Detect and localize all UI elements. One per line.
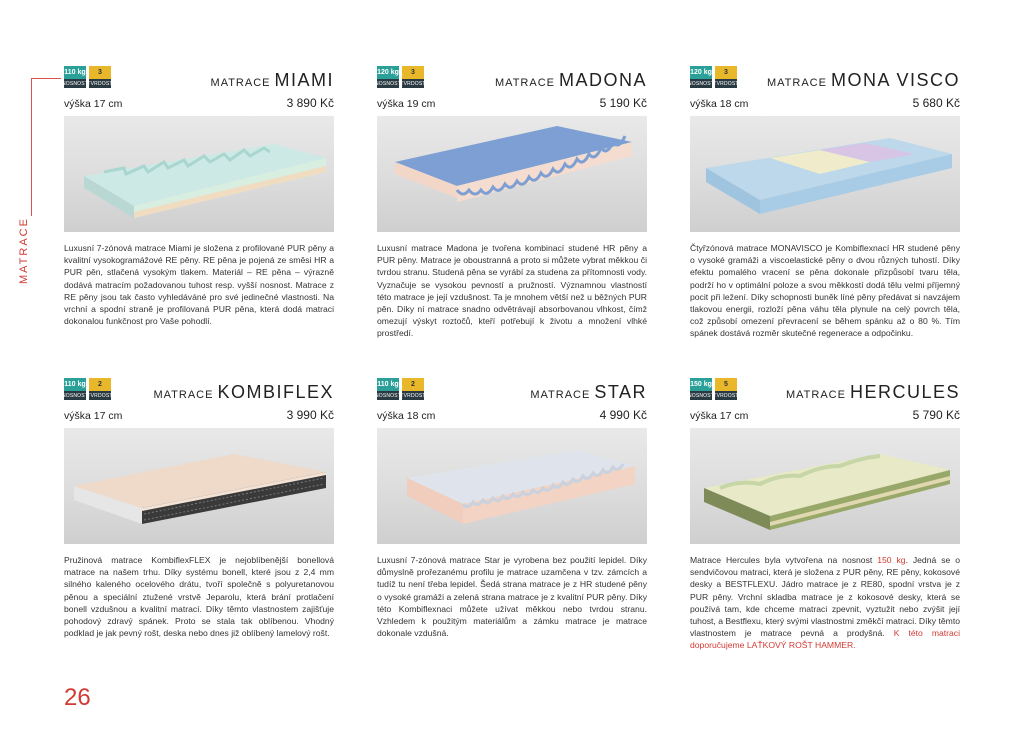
- product-height: výška 18 cm: [690, 98, 749, 110]
- product-price: 5 190 Kč: [599, 96, 647, 110]
- product-badges: [687, 66, 739, 88]
- load-badge: 110 kg NOSNOST: [377, 378, 399, 400]
- product-description: Luxusní 7-zónová matrace Miami je složena z profilované PUR pěny a kvalitní vysokogramážové RE pěny. RE pěna je pojená ze směsi HR a PUR pěn, stlačená vysokým tlakem. Materiál – RE pěna – výrazně dodává matracím požadovanou tuhost resp. vyšší nosnost. Matrace z RE pěny jsou tak často vyhledáváné pro své jedinečné vlastnosti. Na vrchní a spodní straně je profilovaná PUR pěna, která dodá matraci dokonalou funkčnost pro Vaše pohodlí.: [64, 243, 334, 327]
- section-rule-tick: [31, 78, 61, 79]
- product-height: výška 17 cm: [64, 98, 123, 110]
- product-price: 4 990 Kč: [599, 408, 647, 422]
- product-title: MATRACE KOMBIFLEX: [153, 382, 334, 402]
- product-height: výška 17 cm: [690, 410, 749, 422]
- product-height: výška 17 cm: [64, 410, 123, 422]
- hardness-badge: 2 TVRDOST: [89, 378, 111, 400]
- hardness-badge: 3 TVRDOST: [715, 66, 737, 88]
- mattress-photo: [690, 428, 960, 544]
- product-price: 3 890 Kč: [286, 96, 334, 110]
- product-card-madona: [374, 66, 647, 356]
- product-description: Luxusní matrace Madona je tvořena kombinací studené HR pěny a PUR pěny. Matrace je oboustranná a proto si můžete vybrat měkkou či tvrdou stranu. Studená pěna se vyrábí za studena za přítomnosti vody. Vyznačuje se vysokou pevností a pružností. Významnou vlastností této matrace je její vzdušnost. Ta je mnohem větší než u běžných PUR pěn. Díky ní matrace snadno odvětrávají absorbovanou vlhkost, čímž omezují výskyt roztočů, kteří potřebují k životu a množení vlhké prostředí.: [377, 243, 647, 339]
- product-badges: [374, 378, 426, 400]
- hardness-badge: 3 TVRDOST: [402, 66, 424, 88]
- load-badge: 120 kg NOSNOST: [377, 66, 399, 88]
- product-description: Čtyřzónová matrace MONAVISCO je Kombiflexnací HR studené pěny o vysoké gramáži a viscoelastické pěny o dvou různých tuhostí. Díky efektu pomalého vracení se pěna dokonale přizpůsobí tvaru těla, podrží ho v optimální poloze a svou měkkostí dodá tělu velmi příjemný pocit při ležení. Díky schopnosti buněk líné pěny předávat si navzájem tlakovou energii, rozloží pěna váhu těla plynule na celý povrch těla, což způsobí omezení převracení se během spánku až o 80 %. Tím spánek dostává rozměr skutečné regenerace a odpočinku.: [690, 243, 960, 339]
- hardness-badge: 3 TVRDOST: [89, 66, 111, 88]
- product-height: výška 18 cm: [377, 410, 436, 422]
- product-description: Luxusní 7-zónová matrace Star je vyrobena bez použití lepidel. Díky důmyslně prořezanému profilu je matrace uzamčena v tzv. zámcích a tudíž tu není třeba lepidel. Šedá strana matrace je z HR studené pěny o vysoké gramáži a zelená strana matrace je z kvalitní PUR pěny. Díky této Kombiflexnaci můžete užívat měkkou nebo tvrdou stranu. Vzhledem k použitým materiálům a zámku matrace je matrace dokonale vzdušná.: [377, 555, 647, 639]
- product-card-miami: [61, 66, 334, 356]
- product-price: 5 790 Kč: [912, 408, 960, 422]
- mattress-photo: [377, 116, 647, 232]
- hardness-badge: 2 TVRDOST: [402, 378, 424, 400]
- product-title: MATRACE MADONA: [495, 70, 647, 90]
- product-card-hercules: [687, 378, 961, 678]
- load-badge: 110 kg NOSNOST: [64, 378, 86, 400]
- mattress-photo: [64, 116, 334, 232]
- product-card-mona-visco: [687, 66, 960, 356]
- load-badge: 110 kg NOSNOST: [64, 66, 86, 88]
- mattress-photo: [690, 116, 960, 232]
- product-title: MATRACE MIAMI: [210, 70, 334, 90]
- product-badges: [687, 378, 739, 400]
- mattress-photo: [377, 428, 647, 544]
- page-number: 26: [64, 684, 91, 711]
- product-badges: [61, 378, 113, 400]
- product-title: MATRACE MONA VISCO: [767, 70, 960, 90]
- section-label: MATRACE: [18, 217, 30, 284]
- load-badge: 120 kg NOSNOST: [690, 66, 712, 88]
- section-rule: [31, 78, 32, 216]
- product-price: 3 990 Kč: [286, 408, 334, 422]
- product-card-star: [374, 378, 647, 668]
- product-height: výška 19 cm: [377, 98, 436, 110]
- product-title: MATRACE HERCULES: [786, 382, 960, 402]
- load-badge: 150 kg NOSNOST: [690, 378, 712, 400]
- product-price: 5 680 Kč: [912, 96, 960, 110]
- product-badges: [374, 66, 426, 88]
- product-title: MATRACE STAR: [530, 382, 647, 402]
- product-card-kombiflex: [61, 378, 334, 668]
- product-description: Matrace Hercules byla vytvořena na nosnost 150 kg. Jedná se o sendvičovou matraci, která je složena z PUR pěny, RE pěny, kokosové desky a BESTFLEXU. Jádro matrace je z RE80, spodní vrstva je z PUR pěny. Vrchní skladba matrace je z kokosové desky, která se používá tam, kde chceme matraci zpevnit, vyztužit nebo zvýšit její tuhost, a Bestflexu, který svými vlastnostmi změkčí matraci. Díky těmto vlastnostem je matrace pevná a prodyšná. K této matraci doporučujeme LAŤKOVÝ ROŠT HAMMER.: [690, 555, 961, 651]
- hardness-badge: 5 TVRDOST: [715, 378, 737, 400]
- product-description: Pružinová matrace KombiflexFLEX je nejoblíbenější bonellová matrace na našem trhu. Díky systému bonell, které jsou z 2,4 mm silného kaleného ocelového drátu, tvoří společně s polyuretanovou pěnou a speciální ztužené vrstvě Jeparolu, která brání protlačení bonell vzdušnou a kvalitní matrací. Díky těmto vlastnostem zajišťuje pohodový zdravý spánek. Proto se stala tak oblíbenou. Vhodný podklad je jak pevný rošt, deska nebo dnes již oblíbený lamelový rošt.: [64, 555, 334, 639]
- mattress-photo: [64, 428, 334, 544]
- product-badges: [61, 66, 113, 88]
